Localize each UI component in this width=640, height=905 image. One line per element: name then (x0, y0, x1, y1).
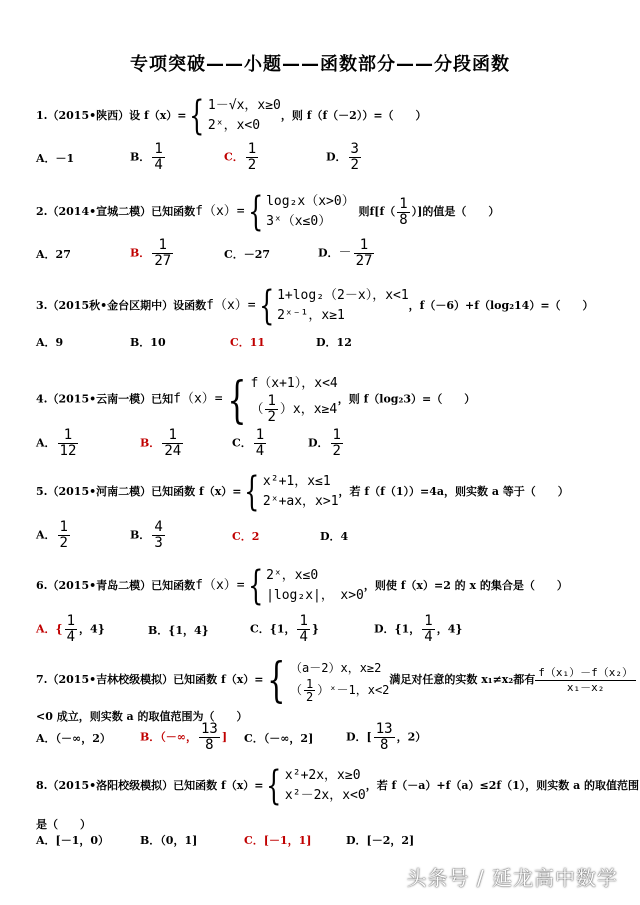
watermark: 头条号 / 延龙高中数学 (406, 866, 618, 890)
q1-prefix: 1.（2015•陕西）设 f（x）= (36, 109, 187, 122)
q2-piece-2: 3ˣ（x≤0） (266, 214, 332, 229)
question-5 (36, 469, 569, 515)
q7-piece-1: （a－2）x，x≥2 (290, 660, 382, 675)
q6-piecewise (266, 566, 364, 606)
q7-option-b: B．（－∞， $\frac{13}{8}$ ] (140, 721, 228, 753)
q2-suffix-1: 则f[f（ (358, 205, 396, 218)
brace-icon: { (189, 93, 205, 139)
q6-prefix: 6.（2015•青岛二模）已知函数 (36, 579, 196, 592)
q7-option-c: C．（－∞，2] (244, 732, 314, 745)
q3-piece-1: 1+log₂（2－x），x<1 (277, 288, 409, 303)
q4-piece-2: （ $\frac{1}{2}$ ）x，x≥4 (250, 393, 338, 425)
q3-suffix: ，f（－6）+f（log₂14）=（ ） (408, 299, 594, 312)
q8-option-c: C．[－1，1] (244, 834, 312, 847)
q1-piece-2: 2ˣ，x<0 (207, 118, 261, 133)
q8-piece-1: x²+2x，x≥0 (284, 768, 361, 783)
q6-option-d: D．{1， $\frac{1}{4}$ ，4} (374, 613, 463, 645)
q8-option-b: B．（0，1] (140, 834, 198, 847)
q2-suffix-2: ）]的值是（ ） (411, 205, 500, 218)
q3-piece-2: 2ˣ⁻¹，x≥1 (277, 308, 345, 323)
q2-piece-1: log₂x（x>0） (266, 194, 355, 209)
q5-piece-1: x²+1，x≤1 (262, 474, 331, 489)
q5-piecewise (263, 472, 339, 512)
q7-piece-2: （ $\frac{1}{2}$ ）ˣ－1，x<2 (290, 676, 390, 704)
q5-piece-2: 2ˣ+ax，x>1 (262, 494, 339, 509)
brace-icon: { (247, 189, 263, 235)
q8-line-2: 是（ ） (36, 818, 91, 831)
q1-piecewise (208, 96, 281, 136)
q3-option-b: B．10 (130, 336, 166, 349)
q8-suffix: ，若 f（－a）+f（a）≤2f（1），则实数 a 的取值范围 (365, 779, 640, 792)
q4-piece-1: f（x+1），x<4 (250, 376, 338, 391)
q3-option-a: A．9 (36, 336, 64, 349)
question-1 (36, 93, 427, 139)
q4-option-b: B． $\frac{1}{24}$ (140, 427, 182, 459)
q6-piece-2: |log₂x|， x>0 (266, 588, 364, 603)
q7-piecewise (290, 658, 389, 703)
q7-prefix: 7.（2015•吉林校级模拟）已知函数 f（x）= (36, 673, 264, 686)
brace-icon: { (267, 652, 286, 708)
q5-option-c: C．2 (232, 530, 260, 543)
q8-prefix: 8.（2015•洛阳校级模拟）已知函数 f（x）= (36, 779, 264, 792)
q4-option-c: C． $\frac{1}{4}$ (232, 427, 265, 459)
q7-line-2: <0 成立，则实数 a 的取值范围为（ ） (36, 710, 248, 723)
q2-option-d: D．－ $\frac{1}{27}$ (318, 237, 373, 269)
q4-option-d: D． $\frac{1}{2}$ (308, 427, 341, 459)
brace-icon: { (258, 283, 274, 329)
q8-option-d: D．[－2，2] (346, 834, 415, 847)
q7-suffix: 满足对任意的实数 x₁≠x₂都有 (389, 673, 536, 686)
brace-icon: { (247, 563, 263, 609)
question-3 (36, 283, 594, 329)
brace-icon: { (226, 370, 247, 429)
q6-piece-1: 2ˣ，x≤0 (266, 568, 319, 583)
q6-option-b: B．{1，4} (148, 624, 209, 637)
q3-fx: f（x）= (206, 298, 256, 313)
q3-piecewise (277, 286, 409, 326)
brace-icon: { (244, 469, 260, 515)
q7-difference-quotient: $\frac{\text{f（x₁）－f（x₂）}}{\text{x₁－x₂}}$ (535, 666, 636, 695)
q4-piecewise (250, 374, 337, 425)
q5-option-d: D．4 (320, 530, 349, 543)
q1-piece-1: 1－√x，x≥0 (207, 98, 281, 113)
question-8 (36, 763, 640, 809)
q2-option-a: A．27 (36, 248, 71, 261)
q1-option-a: A．－1 (36, 152, 75, 165)
q2-option-b: B． $\frac{1}{27}$ (130, 237, 172, 269)
question-6 (36, 563, 568, 609)
q4-option-a: A． $\frac{1}{12}$ (36, 427, 77, 459)
q5-option-b: B． $\frac{4}{3}$ (130, 519, 163, 551)
question-7 (36, 652, 636, 708)
q8-option-a: A．[－1，0） (36, 834, 110, 847)
q6-fx: f（x）= (195, 578, 245, 593)
q5-prefix: 5.（2015•河南二模）已知函数 f（x）= (36, 485, 242, 498)
q2-prefix: 2.（2014•宣城二模）已知函数 (36, 205, 196, 218)
q6-suffix: ，则使 f（x）=2 的 x 的集合是（ ） (363, 579, 568, 592)
q7-option-d: D．[ $\frac{13}{8}$ ，2） (346, 721, 427, 753)
q4-fx: f（x）= (173, 391, 223, 407)
question-2: 2.（2014•宣城二模）已知函数f（x）={ log₂x（x>0） 3ˣ（x≤0） 则f[f（ $\frac{1}{8}$ ）]的值是（ ） (36, 189, 500, 235)
brace-icon: { (266, 763, 282, 809)
q4-prefix: 4.（2015•云南一模）已知 (36, 392, 174, 406)
q3-option-c: C．11 (230, 336, 266, 349)
q6-option-c: C．{1， $\frac{1}{4}$ } (250, 613, 319, 645)
q2-option-c: C．－27 (224, 248, 271, 261)
q2-fx: f（x）= (195, 204, 245, 219)
q3-prefix: 3.（2015秋•金台区期中）设函数 (36, 299, 207, 312)
q6-option-a: A．{ $\frac{1}{4}$ ，4} (36, 613, 105, 645)
q2-piecewise (266, 192, 355, 232)
q4-suffix: ，则 f（log₂3）=（ ） (337, 392, 476, 406)
question-4 (36, 370, 476, 429)
q1-suffix: ，则 f（f（－2））=（ ） (280, 109, 427, 122)
q1-option-b: B． $\frac{1}{4}$ (130, 141, 163, 173)
q3-option-d: D．12 (316, 336, 352, 349)
page-title: 专项突破——小题——函数部分——分段函数 (130, 54, 510, 75)
q1-option-d: D． $\frac{3}{2}$ (326, 141, 359, 173)
q8-piecewise (285, 766, 366, 806)
q1-option-c: C． $\frac{1}{2}$ (224, 141, 257, 173)
q5-option-a: A． $\frac{1}{2}$ (36, 519, 68, 551)
q8-piece-2: x²－2x，x<0 (284, 788, 366, 803)
q7-option-a: A．（－∞，2） (36, 732, 111, 745)
q5-suffix: ，若 f（f（1））=4a，则实数 a 等于（ ） (338, 485, 569, 498)
